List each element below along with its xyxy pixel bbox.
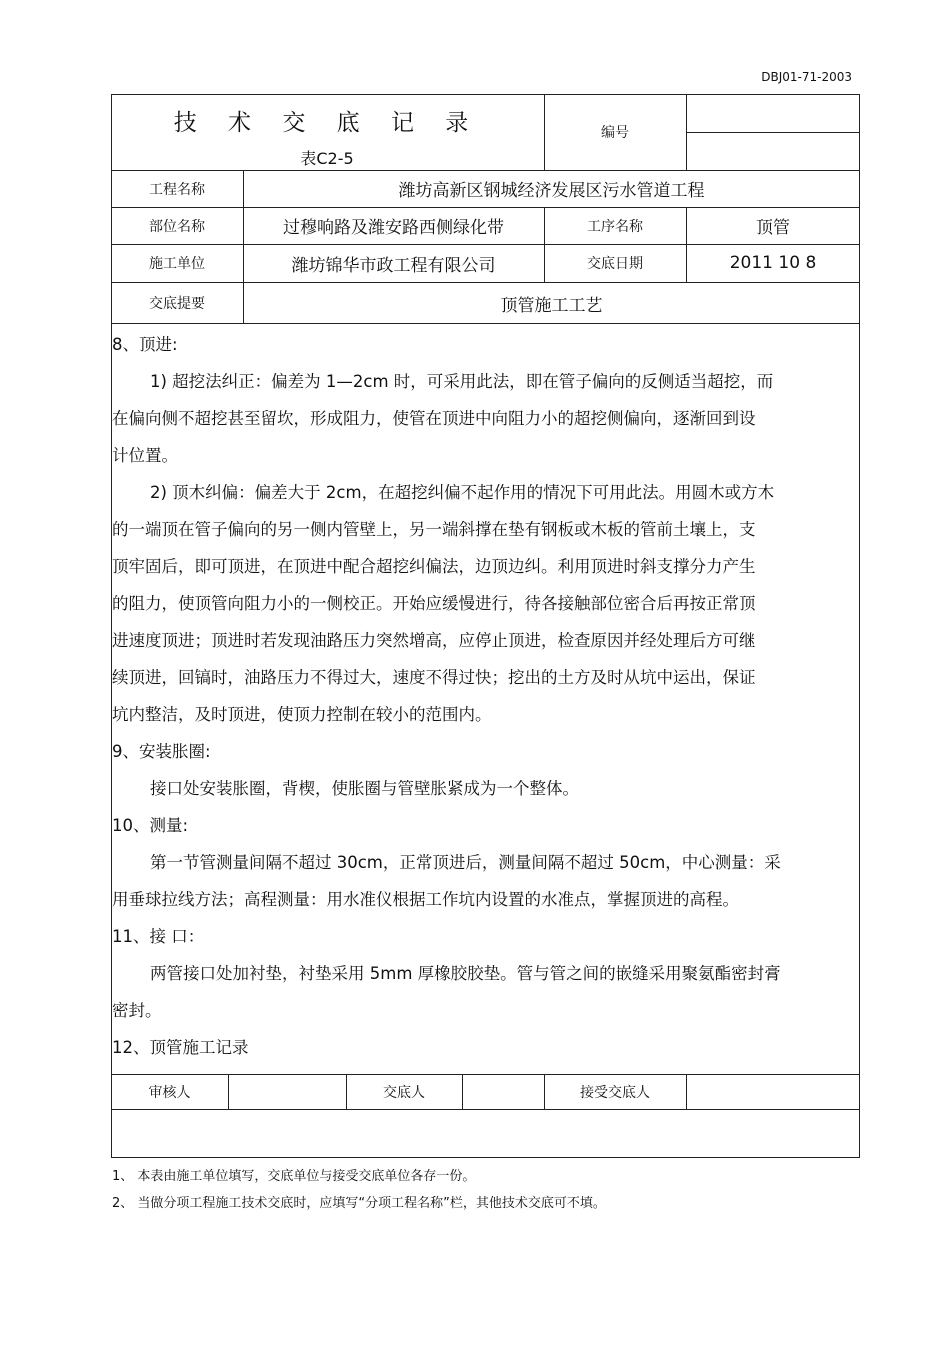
- document-title: 技 术 交 底 记 录: [173, 110, 481, 136]
- paragraph-line: 2) 顶木纠偏：偏差大于 2cm，在超挖纠偏不起作用的情况下可用此法。用圆木或方木: [150, 483, 775, 502]
- number-label: 编号: [601, 125, 629, 141]
- summary-value: 顶管施工工艺: [500, 295, 603, 316]
- discloser-label: 交底人: [383, 1084, 425, 1101]
- paragraph-line: 密封。: [112, 1001, 162, 1020]
- part-value: 过穆响路及潍安路西侧绿化带: [283, 218, 504, 238]
- date-value: 2011 10 8: [729, 253, 817, 273]
- section-8-heading: 8、顶进:: [112, 335, 178, 354]
- paragraph-line: 两管接口处加衬垫，衬垫采用 5mm 厚橡胶胶垫。管与管之间的嵌缝采用聚氨酯密封膏: [150, 964, 781, 983]
- paragraph-line: 续顶进，回镐时，油路压力不得过大，速度不得过快；挖出的土方及时从坑中运出，保证: [112, 668, 756, 687]
- receiver-label: 接受交底人: [580, 1084, 650, 1101]
- paragraph-line: 在偏向侧不超挖甚至留坎，形成阻力，使管在顶进中向阻力小的超挖侧偏向，逐渐回到设: [112, 409, 756, 428]
- unit-value: 潍坊锦华市政工程有限公司: [291, 255, 496, 276]
- process-label: 工序名称: [587, 218, 643, 235]
- date-label: 交底日期: [587, 256, 643, 272]
- section-11-heading: 11、接 口：: [112, 927, 205, 946]
- section-12-heading: 12、顶管施工记录: [112, 1038, 249, 1057]
- receiver-value: [686, 1074, 860, 1109]
- footnote-2: 2、 当做分项工程施工技术交底时，应填写“分项工程名称”栏，其他技术交底可不填。: [112, 1196, 606, 1211]
- reviewer-label: 审核人: [148, 1084, 191, 1101]
- document-code: DBJ01-71-2003: [761, 70, 852, 84]
- paragraph-line: 进速度顶进；顶进时若发现油路压力突然增高，应停止顶进，检查原因并经处理后方可继: [112, 631, 756, 650]
- paragraph-line: 顶牢固后，即可顶进，在顶进中配合超挖纠偏法，边顶边纠。利用顶进时斜支撑分力产生: [112, 557, 756, 576]
- paragraph-line: 的一端顶在管子偏向的另一侧内管壁上，另一端斜撑在垫有钢板或木板的管前土壤上，支: [112, 520, 756, 539]
- paragraph-line: 第一节管测量间隔不超过 30cm，正常顶进后，测量间隔不超过 50cm，中心测量：采: [150, 853, 781, 872]
- paragraph-line: 接口处安装胀圈，背楔，使胀圈与管壁胀紧成为一个整体。: [150, 779, 579, 798]
- section-10-heading: 10、测量:: [112, 816, 189, 835]
- reviewer-value: [228, 1074, 346, 1109]
- paragraph-line: 的阻力，使顶管向阻力小的一侧校正。开始应缓慢进行，待各接触部位密合后再按正常顶: [112, 594, 756, 613]
- footnote-1: 1、 本表由施工单位填写，交底单位与接受交底单位各存一份。: [112, 1169, 476, 1184]
- process-value: 顶管: [756, 218, 790, 238]
- project-name-value: 潍坊高新区钢城经济发展区污水管道工程: [398, 181, 705, 201]
- project-name-label: 工程名称: [149, 181, 205, 198]
- summary-label: 交底提要: [149, 296, 205, 312]
- number-value: [686, 94, 860, 132]
- section-9-heading: 9、安装胀圈:: [112, 742, 211, 761]
- paragraph-line: 坑内整洁，及时顶进，使顶力控制在较小的范围内。: [112, 705, 492, 724]
- content-body: [112, 326, 857, 1066]
- part-label: 部位名称: [149, 218, 205, 235]
- paragraph-line: 1) 超挖法纠正：偏差为 1—2cm 时，可采用此法，即在管子偏向的反侧适当超挖，而: [150, 372, 774, 391]
- paragraph-line: 用垂球拉线方法；高程测量：用水准仪根据工作坑内设置的水准点，掌握顶进的高程。: [112, 890, 739, 909]
- discloser-value: [462, 1074, 544, 1109]
- footnotes: [112, 1163, 606, 1217]
- paragraph-line: 计位置。: [112, 446, 178, 465]
- form-number: 表C2-5: [300, 149, 354, 168]
- unit-label: 施工单位: [149, 256, 205, 272]
